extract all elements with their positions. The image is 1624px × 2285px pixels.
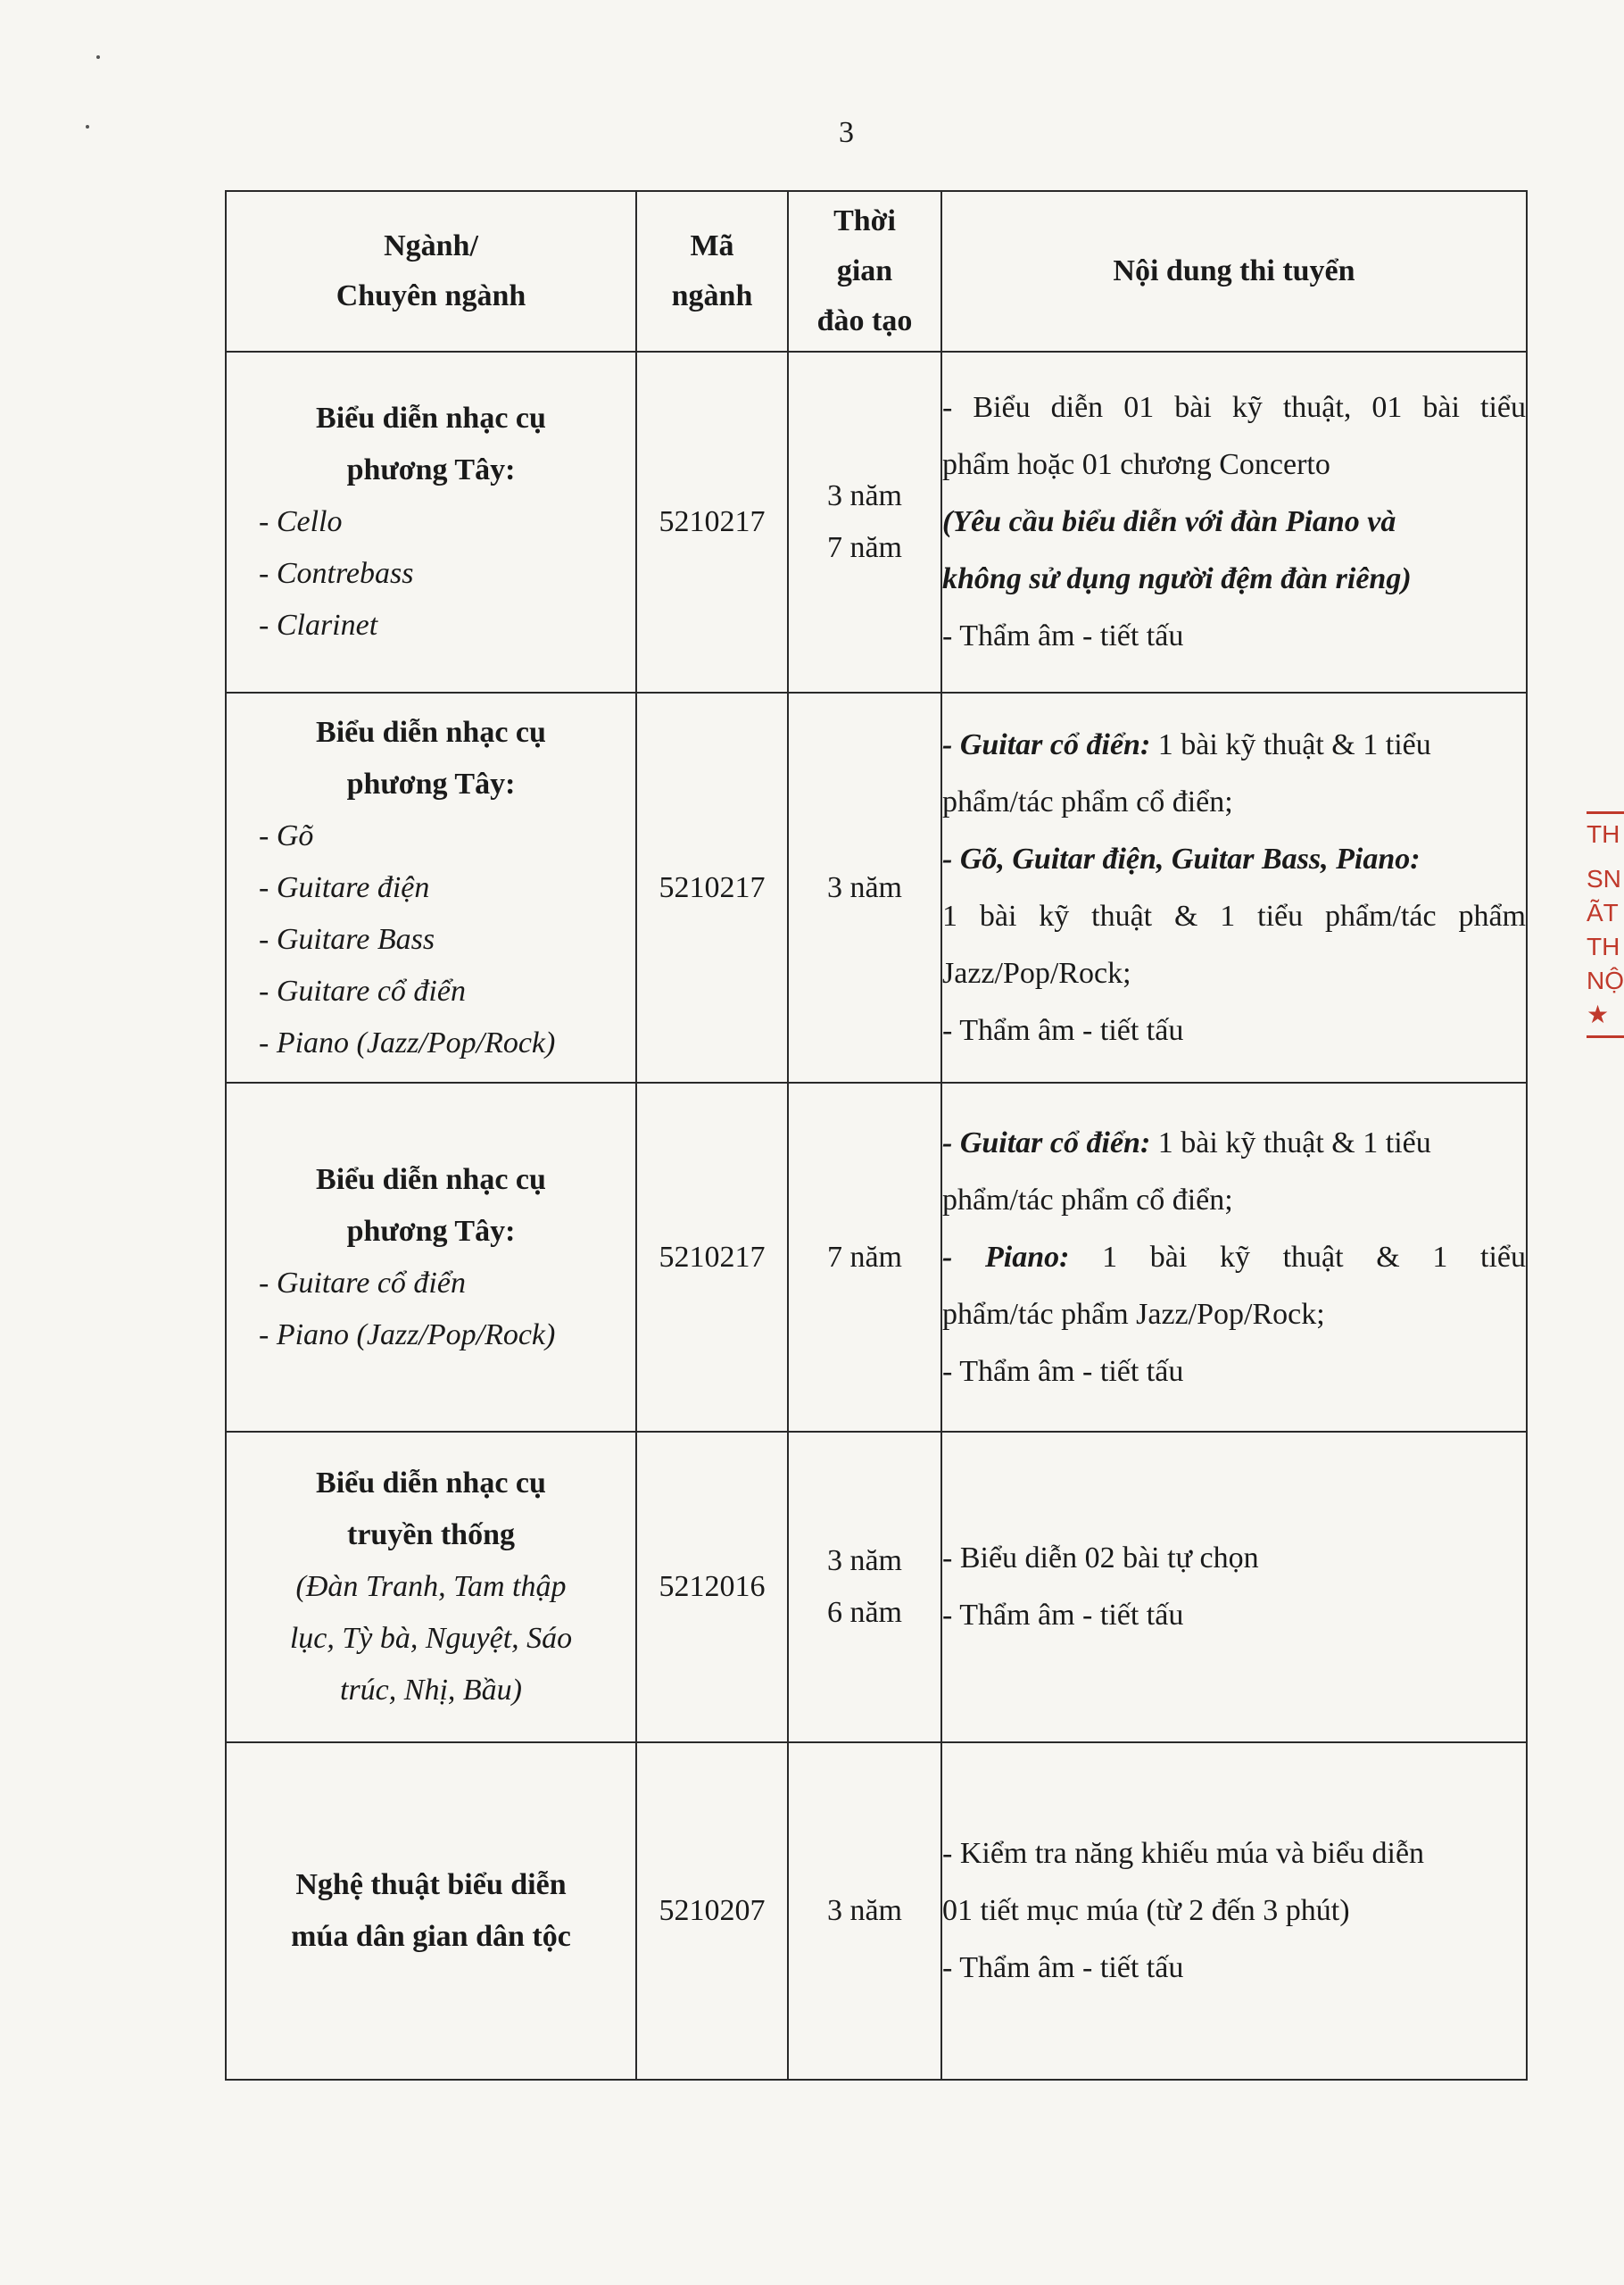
instrument-note: (Đàn Tranh, Tam thập	[295, 1570, 567, 1603]
specialty-item: - Clarinet	[259, 609, 378, 642]
duration-value: 3 năm	[826, 479, 903, 512]
duration-value: 7 năm	[826, 531, 903, 564]
major-title: múa dân gian dân tộc	[291, 1920, 571, 1953]
stamp-text: ÃT	[1587, 899, 1619, 926]
table-header-row	[226, 191, 1527, 352]
content-line	[942, 1229, 1526, 1286]
content-cell	[941, 1432, 1527, 1742]
specialty-item: - Guitare cổ điển	[259, 974, 466, 1008]
major-title: truyền thống	[347, 1518, 515, 1551]
stamp-text: SN	[1587, 865, 1621, 893]
duration-value: 3 năm	[826, 870, 903, 904]
major-cell	[226, 1083, 636, 1432]
header-major-line: Ngành/	[384, 229, 478, 262]
duration-value: 3 năm	[826, 1544, 903, 1577]
content-line: - Gõ, Guitar điện, Guitar Bass, Piano:	[942, 842, 1421, 876]
content-line	[942, 1115, 1526, 1172]
major-title: Biểu diễn nhạc cụ	[316, 715, 546, 749]
content-line	[942, 717, 1526, 774]
content-cell	[941, 693, 1527, 1083]
specialty-item: - Piano (Jazz/Pop/Rock)	[259, 1317, 556, 1351]
stamp-text: ★	[1587, 1001, 1610, 1028]
major-cell	[226, 1432, 636, 1742]
header-code	[636, 191, 788, 352]
duration-value: 6 năm	[826, 1596, 903, 1629]
header-major	[226, 191, 636, 352]
content-cell	[941, 1742, 1527, 2080]
specialty-item: - Contrebass	[259, 557, 414, 590]
major-title: Biểu diễn nhạc cụ	[316, 1467, 546, 1500]
content-line: (Yêu cầu biểu diễn với đàn Piano và	[942, 505, 1396, 538]
major-code: 5210217	[636, 1083, 788, 1432]
content-line: - Biểu diễn 01 bài kỹ thuật, 01 bài tiểu	[942, 391, 1526, 424]
duration-value: 3 năm	[826, 1894, 903, 1927]
content-emphasis: - Guitar cổ điển:	[942, 727, 1151, 761]
specialty-item: - Guitare Bass	[259, 922, 435, 956]
major-code: 5210217	[636, 693, 788, 1083]
header-duration-line: Thời	[833, 204, 896, 237]
page-number: 3	[839, 116, 854, 149]
duration-cell	[788, 1432, 941, 1742]
duration-value: 7 năm	[826, 1240, 903, 1274]
content-line: phẩm/tác phẩm Jazz/Pop/Rock;	[942, 1297, 1325, 1331]
scan-speck	[86, 125, 89, 129]
specialty-item: - Piano (Jazz/Pop/Rock)	[259, 1026, 556, 1059]
header-code-line: Mã	[690, 229, 734, 262]
red-stamp	[1587, 808, 1624, 1102]
content-line: - Thẩm âm - tiết tấu	[942, 1951, 1184, 1984]
header-duration	[788, 191, 941, 352]
stamp-text: TH	[1587, 820, 1620, 848]
major-title: phương Tây:	[346, 453, 516, 486]
content-line: - Thẩm âm - tiết tấu	[942, 619, 1184, 652]
specialty-item: - Guitare cổ điển	[259, 1266, 466, 1300]
duration-cell	[788, 693, 941, 1083]
duration-cell	[788, 352, 941, 693]
admission-table	[225, 190, 1528, 2081]
major-title: Nghệ thuật biểu diễn	[295, 1868, 567, 1901]
instrument-note: trúc, Nhị, Bầu)	[340, 1674, 522, 1707]
table-row	[226, 693, 1527, 1083]
content-line: Jazz/Pop/Rock;	[942, 956, 1131, 990]
header-duration-line: đào tạo	[816, 304, 913, 337]
major-code: 5212016	[636, 1432, 788, 1742]
header-content: Nội dung thi tuyển	[941, 191, 1527, 352]
content-line: phẩm/tác phẩm cổ điển;	[942, 1183, 1233, 1217]
content-line: 1 bài kỹ thuật & 1 tiểu phẩm/tác phẩm	[942, 899, 1526, 933]
content-line: phẩm hoặc 01 chương Concerto	[942, 448, 1330, 481]
duration-cell	[788, 1742, 941, 2080]
major-title: Biểu diễn nhạc cụ	[316, 1162, 546, 1196]
major-cell	[226, 352, 636, 693]
major-cell	[226, 693, 636, 1083]
content-text: 1 bài kỹ thuật & 1 tiểu	[1069, 1240, 1526, 1274]
table-row	[226, 1742, 1527, 2080]
major-title: Biểu diễn nhạc cụ	[316, 402, 546, 435]
content-emphasis: - Guitar cổ điển:	[942, 1126, 1151, 1159]
content-line: - Thẩm âm - tiết tấu	[942, 1354, 1184, 1388]
major-code: 5210217	[636, 352, 788, 693]
table-row	[226, 1083, 1527, 1432]
stamp-text: TH	[1587, 933, 1620, 960]
content-line: không sử dụng người đệm đàn riêng)	[942, 562, 1412, 595]
table-row	[226, 352, 1527, 693]
header-duration-line: gian	[836, 254, 893, 287]
content-line: 01 tiết mục múa (từ 2 đến 3 phút)	[942, 1894, 1350, 1927]
header-major-line: Chuyên ngành	[336, 279, 526, 312]
content-line: - Thẩm âm - tiết tấu	[942, 1013, 1184, 1047]
content-cell	[941, 352, 1527, 693]
scan-speck	[96, 55, 100, 59]
content-line: phẩm/tác phẩm cổ điển;	[942, 785, 1233, 818]
stamp-text: NỘ	[1587, 967, 1624, 994]
content-line: - Biểu diễn 02 bài tự chọn	[942, 1541, 1259, 1575]
major-code: 5210207	[636, 1742, 788, 2080]
specialty-item: - Cello	[259, 505, 343, 538]
content-cell	[941, 1083, 1527, 1432]
major-title: phương Tây:	[346, 1214, 516, 1248]
major-title: phương Tây:	[346, 767, 516, 801]
content-line: - Kiểm tra năng khiếu múa và biểu diễn	[942, 1837, 1425, 1870]
content-text: 1 bài kỹ thuật & 1 tiểu	[1150, 727, 1431, 761]
major-cell	[226, 1742, 636, 2080]
header-code-line: ngành	[671, 279, 753, 312]
instrument-note: lục, Tỳ bà, Nguyệt, Sáo	[289, 1622, 573, 1655]
duration-cell	[788, 1083, 941, 1432]
specialty-item: - Guitare điện	[259, 870, 430, 904]
content-emphasis: - Piano:	[942, 1240, 1070, 1274]
specialty-item: - Gõ	[259, 818, 314, 852]
table-row	[226, 1432, 1527, 1742]
content-text: 1 bài kỹ thuật & 1 tiểu	[1150, 1126, 1431, 1159]
content-line: - Thẩm âm - tiết tấu	[942, 1599, 1184, 1632]
